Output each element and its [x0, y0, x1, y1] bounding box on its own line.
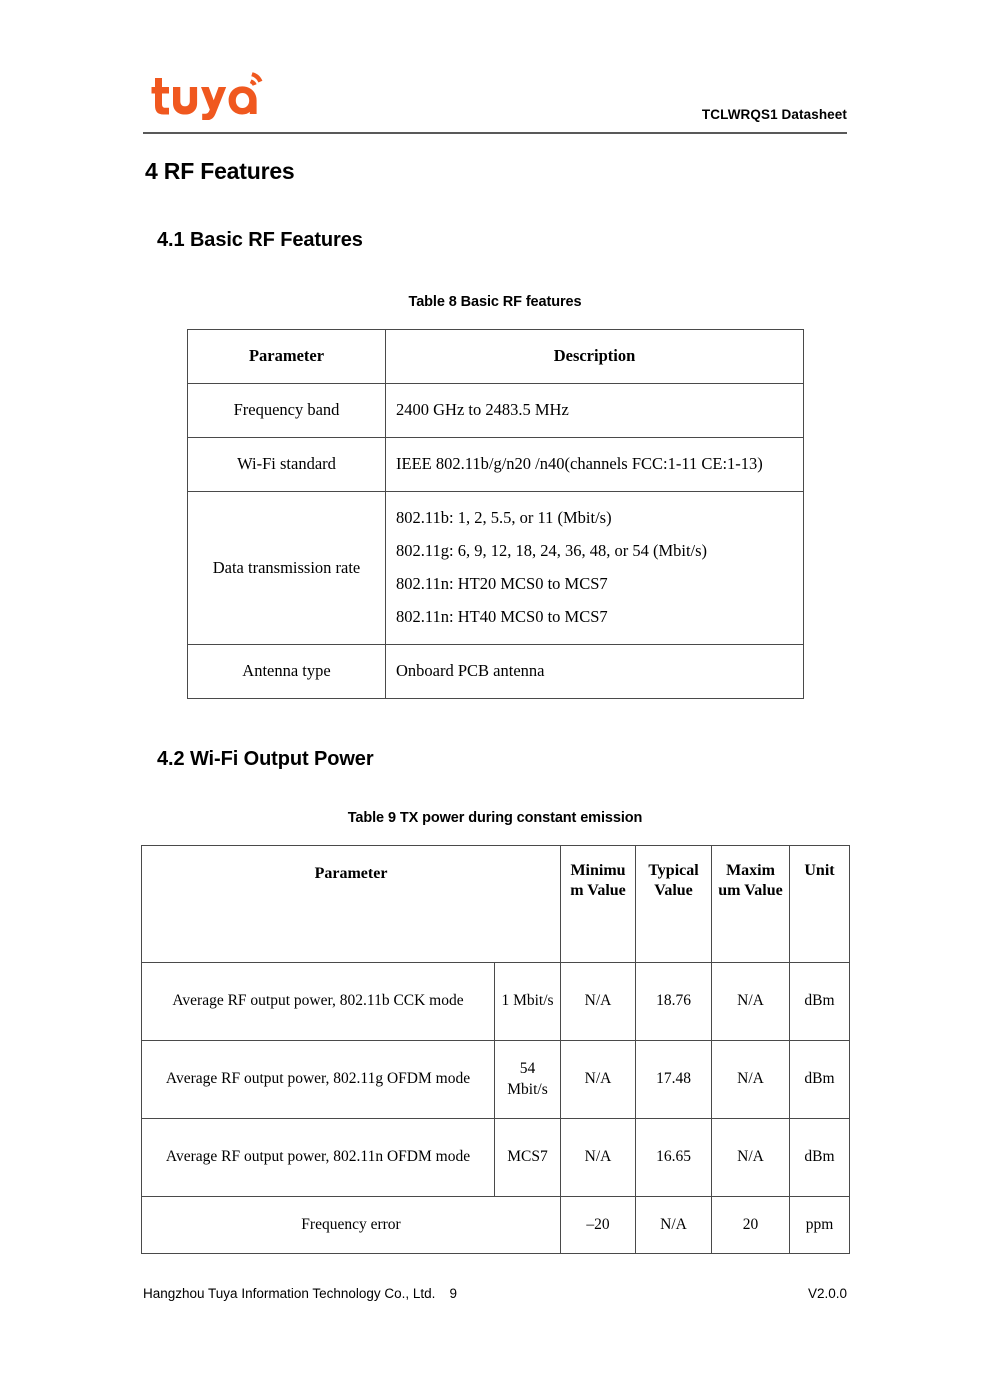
- table8-cell-description: 2400 GHz to 2483.5 MHz: [386, 384, 804, 438]
- table9-cell-maximum: 20: [712, 1197, 790, 1254]
- table-row: [142, 1197, 850, 1254]
- table9-header-unit: Unit: [790, 846, 850, 963]
- table9-cell-rate: 1 Mbit/s: [495, 963, 561, 1041]
- table9-cell-maximum: N/A: [712, 1041, 790, 1119]
- table9-cell-parameter: Average RF output power, 802.11n OFDM mode: [142, 1119, 495, 1197]
- table-tx-power: [141, 845, 850, 1254]
- header-document-title: TCLWRQS1 Datasheet: [701, 107, 847, 122]
- header-divider: [143, 132, 847, 134]
- table8-caption: Table 8 Basic RF features: [408, 294, 582, 310]
- data-rate-line: 802.11n: HT20 MCS0 to MCS7: [396, 573, 608, 593]
- table-row: [188, 644, 804, 698]
- section-heading-4: 4 RF Features: [145, 158, 295, 184]
- table-row: [142, 1119, 850, 1197]
- page-footer: [143, 1286, 847, 1310]
- table8-cell-parameter: Wi-Fi standard: [188, 438, 386, 492]
- table9-cell-typical: 18.76: [636, 963, 712, 1041]
- table9-cell-minimum: N/A: [561, 1119, 636, 1197]
- table8-cell-parameter: Antenna type: [188, 644, 386, 698]
- table-row: [188, 384, 804, 438]
- table9-header-typical: Typical Value: [636, 846, 712, 963]
- table8-cell-description: [386, 492, 804, 645]
- table9-cell-parameter: Average RF output power, 802.11g OFDM mode: [142, 1041, 495, 1119]
- table9-header-minimum: Minimu m Value: [561, 846, 636, 963]
- table9-cell-rate: MCS7: [495, 1119, 561, 1197]
- table9-cell-rate: 54 Mbit/s: [495, 1041, 561, 1119]
- table9-caption: Table 9 TX power during constant emission: [347, 810, 643, 826]
- table8-header-description: Description: [386, 330, 804, 384]
- table9-cell-parameter: Frequency error: [142, 1197, 561, 1254]
- table8-cell-parameter: Frequency band: [188, 384, 386, 438]
- data-rate-line: 802.11b: 1, 2, 5.5, or 11 (Mbit/s): [396, 508, 612, 527]
- table9-cell-minimum: –20: [561, 1197, 636, 1254]
- table9-cell-typical: N/A: [636, 1197, 712, 1254]
- page-header: [143, 62, 847, 134]
- table8-cell-description: Onboard PCB antenna: [386, 644, 804, 698]
- table9-cell-typical: 17.48: [636, 1041, 712, 1119]
- table9-cell-maximum: N/A: [712, 1119, 790, 1197]
- table-row: [142, 963, 850, 1041]
- table9-header-parameter: Parameter: [142, 846, 561, 963]
- section-heading-4-1: 4.1 Basic RF Features: [157, 229, 363, 251]
- section-heading-4-2: 4.2 Wi-Fi Output Power: [157, 748, 374, 770]
- footer-company: Hangzhou Tuya Information Technology Co., Ltd.: [143, 1286, 436, 1301]
- table8-header-row: [188, 330, 804, 384]
- table9-cell-unit: dBm: [790, 1119, 850, 1197]
- table8-header-parameter: Parameter: [188, 330, 386, 384]
- table9-cell-parameter: Average RF output power, 802.11b CCK mode: [142, 963, 495, 1041]
- table9-header-row: [142, 846, 850, 963]
- table9-cell-typical: 16.65: [636, 1119, 712, 1197]
- table9-cell-minimum: N/A: [561, 1041, 636, 1119]
- table-row: [188, 492, 804, 645]
- tuya-logo-icon: [151, 70, 266, 120]
- footer-page-number: 9: [449, 1286, 457, 1301]
- table9-cell-unit: ppm: [790, 1197, 850, 1254]
- table9-cell-unit: dBm: [790, 963, 850, 1041]
- data-rate-line: 802.11g: 6, 9, 12, 18, 24, 36, 48, or 54 (Mbit/s): [396, 540, 708, 560]
- table8-cell-description: IEEE 802.11b/g/n20 /n40(channels FCC:1-11 CE:1-13): [386, 438, 804, 492]
- footer-version: V2.0.0: [807, 1286, 847, 1301]
- table-row: [142, 1041, 850, 1119]
- table9-cell-minimum: N/A: [561, 963, 636, 1041]
- table-row: [188, 438, 804, 492]
- table9-cell-maximum: N/A: [712, 963, 790, 1041]
- data-rate-line: 802.11n: HT40 MCS0 to MCS7: [396, 606, 608, 626]
- table9-cell-unit: dBm: [790, 1041, 850, 1119]
- table9-header-maximum: Maxim um Value: [712, 846, 790, 963]
- table8-cell-parameter: Data transmission rate: [188, 492, 386, 645]
- footer-company-block: [143, 1286, 457, 1301]
- table-basic-rf-features: [187, 329, 804, 699]
